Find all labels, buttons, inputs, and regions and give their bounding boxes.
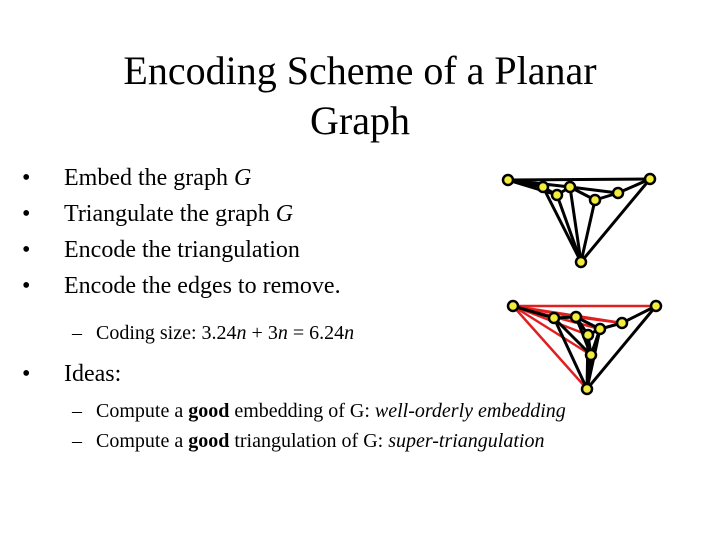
graph1-vertex: [565, 182, 575, 192]
bullet-icon: •: [22, 165, 31, 191]
planar-graph-embedding: [503, 174, 655, 267]
idea-middle: embedding of G:: [229, 400, 375, 422]
graph1-vertex: [576, 257, 586, 267]
idea-prefix: Compute a: [96, 400, 189, 422]
ideas-label: Ideas:: [64, 361, 122, 387]
graph1-vertex: [503, 175, 513, 185]
coding-size-n1: n: [236, 322, 247, 344]
graph2-vertex: [549, 313, 559, 323]
idea-bold: good: [188, 400, 230, 422]
graph1-vertex: [645, 174, 655, 184]
bullet-icon: •: [22, 361, 31, 387]
idea-prefix: Compute a: [96, 430, 189, 452]
planar-graph-triangulation: [508, 301, 661, 394]
graph2-vertex: [571, 312, 581, 322]
graph1-vertex: [552, 190, 562, 200]
graph1-vertex: [590, 195, 600, 205]
idea-italic: well-orderly embedding: [374, 400, 566, 422]
dash-icon: –: [72, 400, 82, 422]
coding-size-prefix: Coding size: 3.24: [96, 322, 237, 344]
coding-size-mid: + 3: [246, 322, 278, 344]
idea-italic: super-triangulation: [388, 430, 545, 452]
bullet-icon: •: [22, 273, 31, 299]
graph1-vertex: [538, 182, 548, 192]
bullet-text: Encode the edges to remove.: [64, 273, 341, 299]
coding-size-n3: n: [344, 322, 355, 344]
bullet-text: Triangulate the graph: [64, 201, 276, 227]
title-line-2: Graph: [310, 98, 410, 143]
graph1-vertex: [613, 188, 623, 198]
graph2-vertex: [595, 324, 605, 334]
title-line-1: Encoding Scheme of a Planar: [123, 48, 597, 93]
dash-icon: –: [72, 430, 82, 452]
graph2-vertex: [586, 350, 596, 360]
bullet-text: Embed the graph: [64, 165, 234, 191]
coding-size-n2: n: [277, 322, 288, 344]
dash-icon: –: [72, 322, 82, 344]
idea-middle: triangulation of G:: [229, 430, 389, 452]
graph2-vertex: [508, 301, 518, 311]
bullet-icon: •: [22, 201, 31, 227]
idea-bold: good: [188, 430, 230, 452]
bullet-icon: •: [22, 237, 31, 263]
graph1-edge: [508, 179, 650, 180]
bullet-var: G: [275, 201, 294, 227]
bullet-var: G: [233, 165, 252, 191]
bullet-text: Encode the triangulation: [64, 237, 300, 263]
graph2-vertex: [583, 330, 593, 340]
graph2-vertex: [651, 301, 661, 311]
coding-size-eq: = 6.24: [287, 322, 345, 344]
graph2-vertex: [582, 384, 592, 394]
graph2-vertex: [617, 318, 627, 328]
